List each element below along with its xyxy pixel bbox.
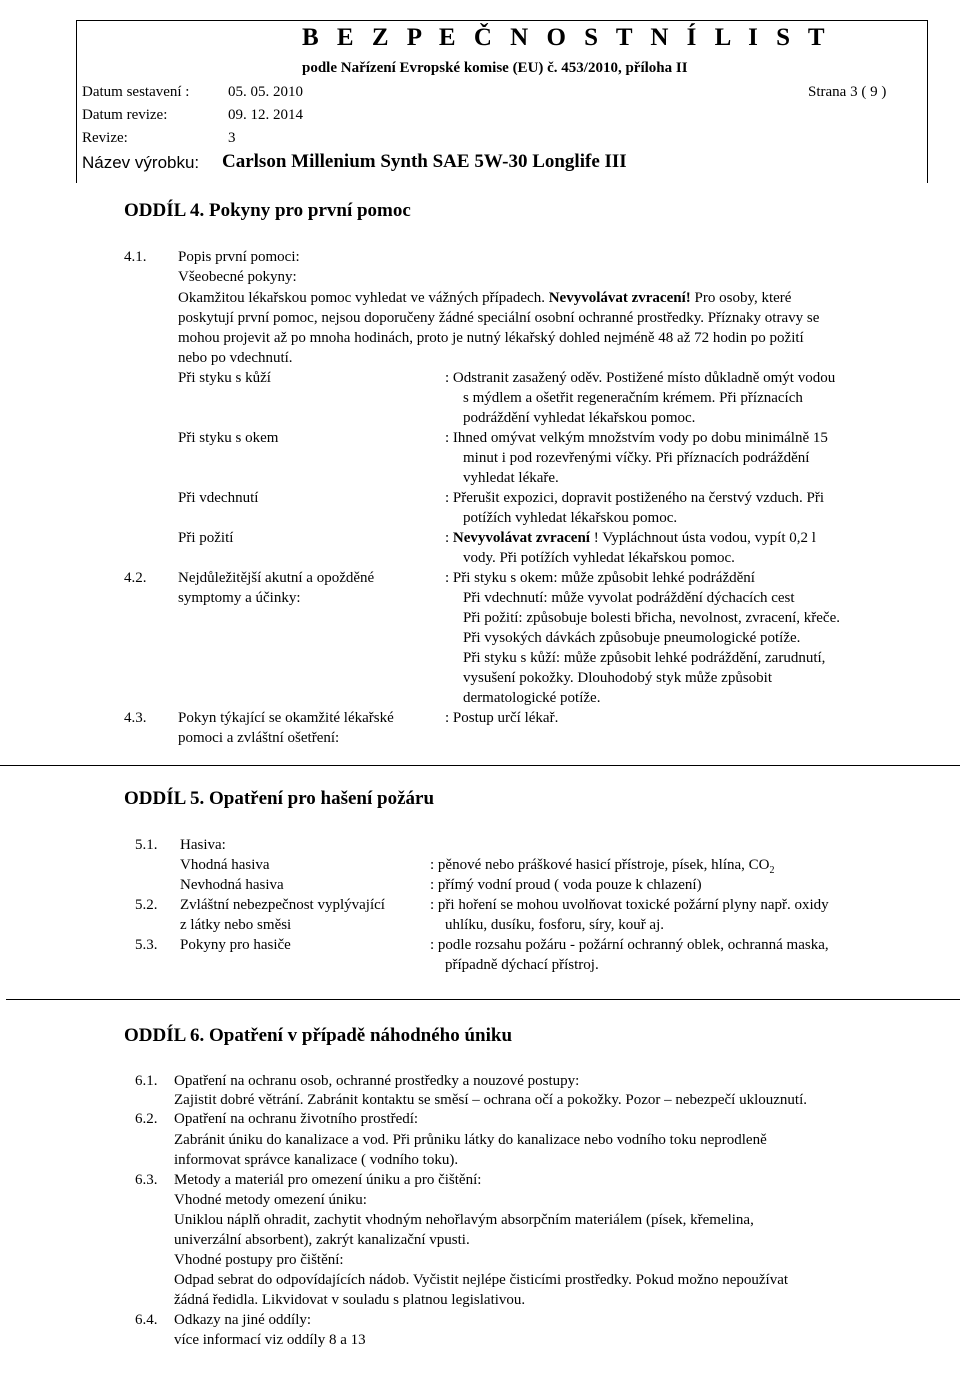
s5-3-text-1: : podle rozsahu požáru - požární ochranný oblek, ochranná maska, <box>430 937 829 953</box>
page-number: Strana 3 ( 9 ) <box>808 84 887 100</box>
unsuitable-media-label: Nevhodná hasiva <box>180 877 284 893</box>
product-label: Název výrobku: <box>82 153 200 172</box>
s5-3-heading: Pokyny pro hasiče <box>180 937 291 953</box>
eye-text-3: vyhledat lékaře. <box>463 470 559 486</box>
s6-1-heading: Opatření na ochranu osob, ochranné prostředky a nouzové postupy: <box>174 1073 580 1089</box>
s5-2-heading-2: z látky nebo směsi <box>180 917 292 933</box>
inhalation-label: Při vdechnutí <box>178 490 259 506</box>
skin-text-1: : Odstranit zasažený oděv. Postižené místo důkladně omýt vodou <box>445 370 836 386</box>
s6-1-number: 6.1. <box>135 1073 158 1089</box>
eye-text-2: minut i pod rozevřenými víčky. Při příznacích podráždění <box>463 450 810 466</box>
s6-4-heading: Odkazy na jiné oddíly: <box>174 1312 312 1328</box>
section-6-title: ODDÍL 6. Opatření v případě náhodného úniku <box>124 1025 513 1046</box>
symptom-1: : Při styku s okem: může způsobit lehké podráždění <box>445 570 755 586</box>
eye-label: Při styku s okem <box>178 430 279 446</box>
s6-2-text-2: informovat správce kanalizace ( vodního toku). <box>174 1152 459 1168</box>
s6-3-subheading-2: Vhodné postupy pro čištění: <box>174 1252 344 1268</box>
s6-3-text-1: Uniklou náplň ohradit, zachytit vhodným nehořlavým absorpčním materiálem (písek, křemelina, <box>174 1212 754 1228</box>
s5-1-number: 5.1. <box>135 837 158 853</box>
date-revised-label: Datum revize: <box>82 107 168 123</box>
divider-1 <box>0 765 960 766</box>
date-created-label: Datum sestavení : <box>82 84 190 100</box>
s6-1-text: Zajistit dobré větrání. Zabránit kontaktu se směsí – ochrana očí a pokožky. Pozor – nebezpečí uklouznutí. <box>174 1092 808 1108</box>
divider-2 <box>6 999 960 1000</box>
s5-1-heading: Hasiva: <box>180 837 226 853</box>
s5-3-number: 5.3. <box>135 937 158 953</box>
document-subtitle: podle Nařízení Evropské komise (EU) č. 453/2010, příloha II <box>302 60 688 76</box>
s6-4-text: více informací viz oddíly 8 a 13 <box>174 1332 366 1348</box>
s6-3-number: 6.3. <box>135 1172 158 1188</box>
section-5-title: ODDÍL 5. Opatření pro hašení požáru <box>124 788 435 809</box>
inhalation-text-2: potížích vyhledat lékařskou pomoc. <box>463 510 678 526</box>
inhalation-text-1: : Přerušit expozici, dopravit postiženého na čerstvý vzduch. Při <box>445 490 825 506</box>
s5-2-number: 5.2. <box>135 897 158 913</box>
s5-3-text-2: případně dýchací přístroj. <box>445 957 599 973</box>
s4-1-text-4: nebo po vdechnutí. <box>178 350 293 366</box>
skin-text-2: s mýdlem a ošetřit regeneračním krémem. Při příznacích <box>463 390 803 406</box>
suitable-media-label: Vhodná hasiva <box>180 857 270 873</box>
s4-1-general: Všeobecné pokyny: <box>178 269 297 285</box>
symptom-7: dermatologické potíže. <box>463 690 601 706</box>
s6-3-text-3: Odpad sebrat do odpovídajících nádob. Vyčistit nejlépe čisticími prostředky. Pokud možno nepoužívat <box>174 1272 789 1288</box>
revision-label: Revize: <box>82 130 128 146</box>
s5-2-heading-1: Zvláštní nebezpečnost vyplývající <box>180 897 385 913</box>
s4-2-heading-1: Nejdůležitější akutní a opožděné <box>178 570 375 586</box>
s6-3-text-2: univerzální absorbent), zakrýt kanalizační vpusti. <box>174 1232 470 1248</box>
s4-1-number: 4.1. <box>124 249 147 265</box>
symptom-6: vysušení pokožky. Dlouhodobý styk může způsobit <box>463 670 773 686</box>
date-revised: 09. 12. 2014 <box>228 107 303 123</box>
skin-text-3: podráždění vyhledat lékařskou pomoc. <box>463 410 696 426</box>
s6-2-number: 6.2. <box>135 1111 158 1127</box>
symptom-2: Při vdechnutí: může vyvolat podráždění dýchacích cest <box>463 590 795 606</box>
s4-1-text-2: poskytují první pomoc, nejsou doporučeny žádné speciální osobní ochranné prostředky. Příznaky otravy se <box>178 310 820 326</box>
product-name: Carlson Millenium Synth SAE 5W-30 Longlife III <box>222 151 627 172</box>
s4-3-text: : Postup určí lékař. <box>445 710 559 726</box>
s5-2-text-2: uhlíku, dusíku, fosforu, síry, kouř aj. <box>445 917 665 933</box>
suitable-media-text: : pěnové nebo práškové hasicí přístroje, písek, hlína, $CO_2$ <box>430 857 775 876</box>
s6-3-heading: Metody a materiál pro omezení úniku a pro čištění: <box>174 1172 482 1188</box>
s6-4-number: 6.4. <box>135 1312 158 1328</box>
s4-2-heading-2: symptomy a účinky: <box>178 590 301 606</box>
unsuitable-media-text: : přímý vodní proud ( voda pouze k chlazení) <box>430 877 702 893</box>
s6-2-heading: Opatření na ochranu životního prostředí: <box>174 1111 419 1127</box>
s4-1-heading: Popis první pomoci: <box>178 249 300 265</box>
ingestion-text-1: : Nevyvolávat zvracení ! Vypláchnout ústa vodou, vypít 0,2 l <box>445 530 816 546</box>
s6-3-text-4: žádná ředidla. Likvidovat v souladu s platnou legislativou. <box>174 1292 526 1308</box>
s4-1-text-3: mohou projevit až po mnoha hodinách, proto je nutný lékařský dohled nejméně 48 až 72 hodin po požití <box>178 330 804 346</box>
s6-3-subheading-1: Vhodné metody omezení úniku: <box>174 1192 367 1208</box>
document-title: B E Z P E Č N O S T N Í L I S T <box>302 24 831 51</box>
revision: 3 <box>228 130 236 146</box>
ingestion-label: Při požití <box>178 530 234 546</box>
date-created: 05. 05. 2010 <box>228 84 303 100</box>
skin-label: Při styku s kůží <box>178 370 271 386</box>
s4-3-number: 4.3. <box>124 710 147 726</box>
s5-2-text-1: : při hoření se mohou uvolňovat toxické požární plyny např. oxidy <box>430 897 829 913</box>
symptom-5: Při styku s kůží: může způsobit lehké podráždění, zarudnutí, <box>463 650 826 666</box>
ingestion-text-2: vody. Při potížích vyhledat lékařskou pomoc. <box>463 550 735 566</box>
section-4-title: ODDÍL 4. Pokyny pro první pomoc <box>124 200 411 221</box>
s4-1-text-1: Okamžitou lékařskou pomoc vyhledat ve vážných případech. Nevyvolávat zvracení! Pro osoby, které <box>178 290 792 306</box>
eye-text-1: : Ihned omývat velkým množstvím vody po dobu minimálně 15 <box>445 430 828 446</box>
s4-2-number: 4.2. <box>124 570 147 586</box>
s4-3-heading-2: pomoci a zvláštní ošetření: <box>178 730 340 746</box>
symptom-4: Při vysokých dávkách způsobuje pneumologické potíže. <box>463 630 801 646</box>
s6-2-text-1: Zabránit úniku do kanalizace a vod. Při průniku látky do kanalizace nebo vodního toku neprodleně <box>174 1132 767 1148</box>
s4-3-heading-1: Pokyn týkající se okamžité lékařské <box>178 710 394 726</box>
symptom-3: Při požití: způsobuje bolesti břicha, nevolnost, zvracení, křeče. <box>463 610 840 626</box>
